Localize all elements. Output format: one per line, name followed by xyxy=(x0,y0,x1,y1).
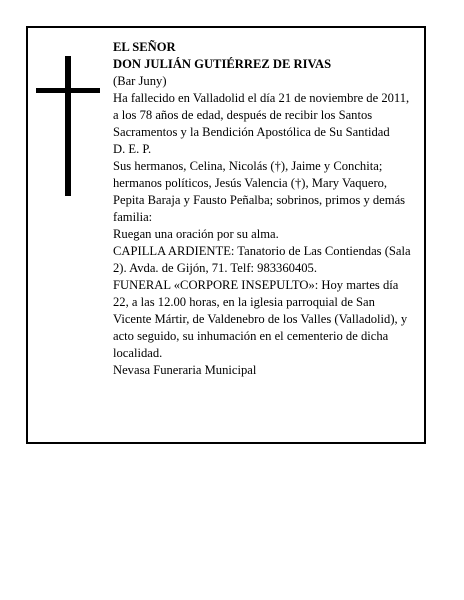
funeral-home: Nevasa Funeraria Municipal xyxy=(113,363,257,377)
obituary-text xyxy=(113,39,413,379)
chapel-info: CAPILLA ARDIENTE: Tanatorio de Las Contiendas (Sala 2). Avda. de Gijón, 71. Telf: 983360405. xyxy=(113,244,411,275)
cross-vertical-bar xyxy=(65,56,71,196)
rest-in-peace: D. E. P. xyxy=(113,142,152,156)
death-announcement: Ha fallecido en Valladolid el día 21 de noviembre de 2011, a los 78 años de edad, después de recibir los Santos Sacramentos y la Bendición Apostólica de Su Santidad xyxy=(113,91,410,139)
heading-title: EL SEÑOR xyxy=(113,40,176,54)
deceased-name: DON JULIÁN GUTIÉRREZ DE RIVAS xyxy=(113,57,332,71)
prayer-request: Ruegan una oración por su alma. xyxy=(113,227,279,241)
deceased-nickname: (Bar Juny) xyxy=(113,74,167,88)
latin-cross-icon xyxy=(36,56,100,196)
funeral-info: FUNERAL «CORPORE INSEPULTO»: Hoy martes día 22, a las 12.00 horas, en la iglesia parroquial de San Vicente Mártir, de Valdenebro de los Valles (Valladolid), y acto seguido, su inhumación en el cementerio de dicha localidad. xyxy=(113,278,408,360)
family-list: Sus hermanos, Celina, Nicolás (†), Jaime y Conchita; hermanos políticos, Jesús Valencia (†), Mary Vaquero, Pepita Baraja y Fausto Peñalba; sobrinos, primos y demás familia: xyxy=(113,159,406,224)
cross-horizontal-bar xyxy=(36,88,100,93)
